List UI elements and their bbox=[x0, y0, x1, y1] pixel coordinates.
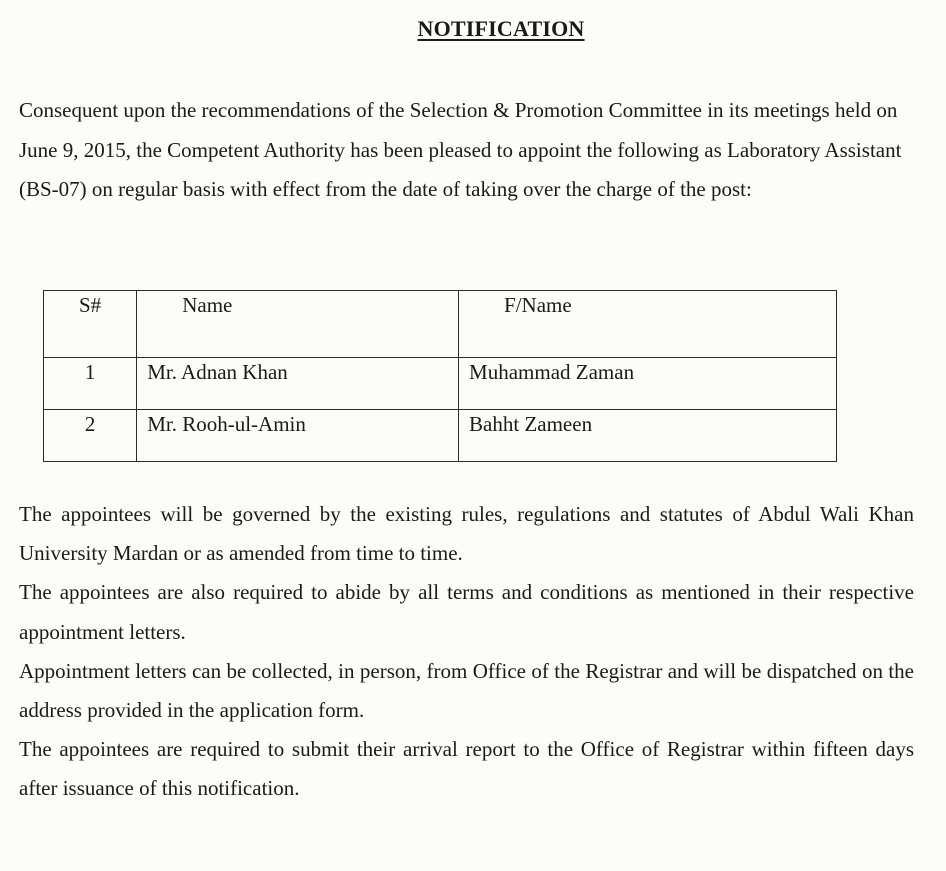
term-paragraph: Appointment letters can be collected, in person, from Office of the Registrar and will be dispatched on the address provided in the application form. bbox=[19, 658, 914, 723]
cell-serial-number: 1 bbox=[44, 358, 137, 410]
table-row bbox=[44, 358, 837, 410]
cell-father-name: Bahht Zameen bbox=[459, 410, 837, 462]
cell-father-name: Muhammad Zaman bbox=[459, 358, 837, 410]
cell-name: Mr. Rooh-ul-Amin bbox=[137, 410, 459, 462]
intro-paragraph: Consequent upon the recommendations of the Selection & Promotion Committee in its meetings held on June 9, 2015, the Competent Authority has been pleased to appoint the following as Laboratory Assistant (BS-07) on regular basis with effect from the date of taking over the charge of the post: bbox=[19, 98, 902, 201]
term-paragraph: The appointees are required to submit their arrival report to the Office of Registrar within fifteen days after issuance of this notification. bbox=[19, 737, 914, 801]
terms-section bbox=[19, 495, 914, 809]
appointees-table bbox=[43, 290, 837, 462]
term-paragraph: The appointees are also required to abide by all terms and conditions as mentioned in their respective appointment letters. bbox=[19, 580, 914, 644]
header-name: Name bbox=[137, 291, 459, 358]
header-father-name: F/Name bbox=[459, 291, 837, 358]
cell-serial-number: 2 bbox=[44, 410, 137, 462]
header-serial-number: S# bbox=[44, 291, 137, 358]
term-paragraph: The appointees will be governed by the existing rules, regulations and statutes of Abdul Wali Khan University Mardan or as amended from time to time. bbox=[19, 502, 914, 566]
cell-name: Mr. Adnan Khan bbox=[137, 358, 459, 410]
table-row bbox=[44, 410, 837, 462]
table-header-row bbox=[44, 291, 837, 358]
notification-title: NOTIFICATION bbox=[417, 16, 585, 41]
